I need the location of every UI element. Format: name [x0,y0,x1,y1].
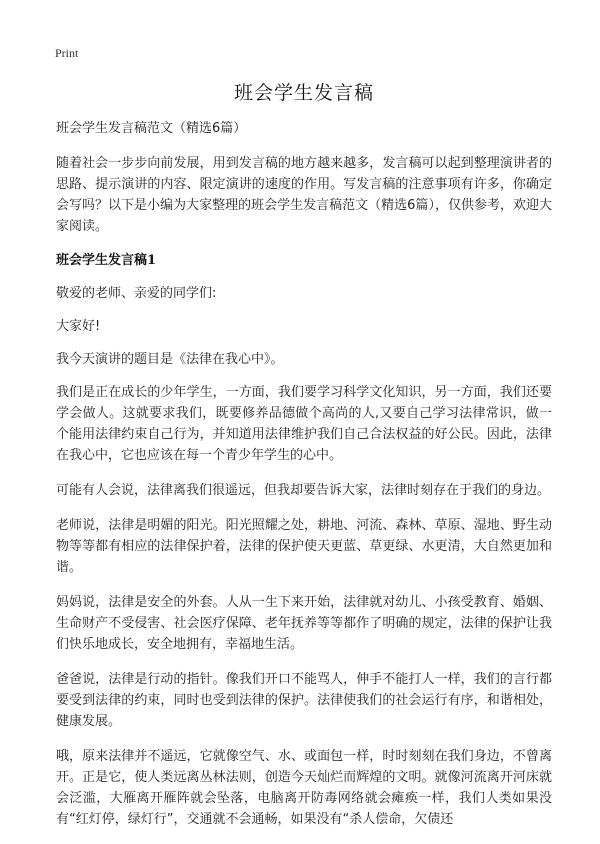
paragraph-greeting: 大家好! [56,319,101,334]
intro-paragraph: 随着社会一步步向前发展，用到发言稿的地方越来越多，发言稿可以起到整理演讲者的思路、提示演讲的内容、限定演讲的速度的作用。写发言稿的注意事项有许多，你确定会写吗？以下是小编为大家整理的班会学生发言稿范文（精选6篇），仅供参考，欢迎大家阅读。 [56,156,552,234]
paragraph-body: 哦，原来法律并不遥远，它就像空气、水、或面包一样，时时刻刻在我们身边，不曾离开。正是它，使人类远离丛林法则，创造今天灿烂而辉煌的文明。就像河流离开河床就会泛滥，大雁离开雁阵就会坠落，电脑离开防毒网络就会瘫痪一样，我们人类如果没有“红灯停，绿灯行”，交通就不会通畅，如果没有“杀人偿命，欠债还 [56,749,552,827]
document-subtitle: 班会学生发言稿范文（精选6篇） [56,121,247,136]
paragraph-topic: 我今天演讲的题目是《法律在我心中》。 [56,352,284,367]
paragraph-body: 老师说，法律是明媚的阳光。阳光照耀之处，耕地、河流、森林、草原、湿地、野生动物等等都有相应的法律保护着，法律的保护使天更蓝、草更绿、水更清，大自然更加和谐。 [56,518,552,575]
paragraph-salutation: 敬爱的老师、亲爱的同学们: [56,286,217,301]
document-body [56,78,552,844]
section-heading: 班会学生发言稿1 [56,253,157,268]
print-link[interactable]: Print [55,46,79,60]
paragraph-body: 爸爸说，法律是行动的指针。像我们开口不能骂人，伸手不能打人一样，我们的言行都要受到法律的约束，同时也受到法律的保护。法律使我们的社会运行有序，和谐相处，健康发展。 [56,672,552,729]
paragraph-body: 妈妈说，法律是安全的外套。人从一生下来开始，法律就对幼儿、小孩受教育、婚姻、生命财产不受侵害、社会医疗保障、老年抚养等等都作了明确的规定，法律的保护让我们快乐地成长，安全地拥有，幸福地生活。 [56,595,552,652]
page-title: 班会学生发言稿 [233,82,374,104]
paragraph-body: 可能有人会说，法律离我们很遥远，但我却要告诉大家，法律时刻存在于我们的身边。 [56,483,551,498]
paragraph-body: 我们是正在成长的少年学生，一方面，我们要学习科学文化知识，另一方面，我们还要学会做人。这就要求我们，既要修养品德做个高尚的人,又要自己学习法律常识，做一个能用法律约束自己行为，并知道用法律维护我们自己合法权益的好公民。因此，法律在我心中，它也应该在每一个青少年学生的心中。 [56,385,552,463]
